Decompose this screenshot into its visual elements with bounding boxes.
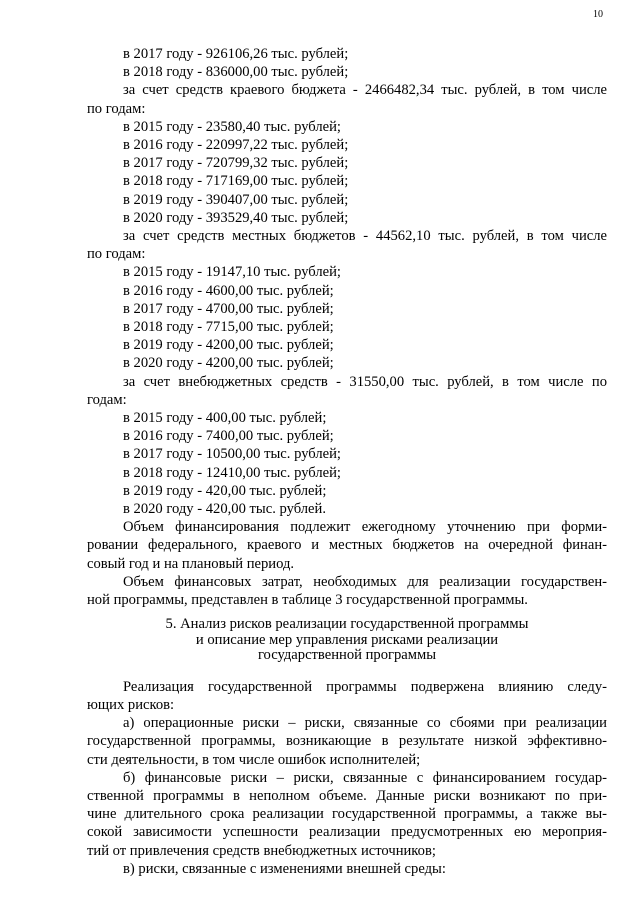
paragraph-line: а) операционные риски – риски, связанные со сбоями при реализации [123, 715, 607, 732]
local-budget-intro: за счет средств местных бюджетов - 44562,10 тыс. рублей, в том числе [123, 228, 607, 245]
risk-item-a [87, 714, 607, 769]
section-heading [87, 617, 607, 664]
heading-line: и описание мер управления рисками реализации [195, 631, 499, 648]
paragraph-line: ровании федерального, краевого и местных бюджетов на очередной финан- [87, 537, 607, 554]
extrabudget-intro-cont: годам: [87, 391, 127, 408]
paragraph-line: сти деятельности, в том числе ошибок исполнителей; [87, 751, 421, 768]
paragraph-line: Объем финансовых затрат, необходимых для реализации государствен- [123, 573, 607, 590]
paragraph-line: ющих рисков: [87, 697, 175, 713]
funding-year-line: в 2015 году - 400,00 тыс. рублей; [123, 410, 327, 427]
risks-intro-paragraph [87, 678, 607, 714]
funding-year-line: в 2017 году - 926106,26 тыс. рублей; [123, 46, 349, 62]
extrabudget-intro: за счет внебюджетных средств - 31550,00 тыс. рублей, в том числе по [123, 373, 607, 390]
funding-year-line: в 2015 году - 19147,10 тыс. рублей; [123, 264, 341, 281]
funding-year-line: в 2017 году - 720799,32 тыс. рублей; [123, 155, 349, 172]
document-body [87, 45, 607, 878]
heading-line: государственной программы [257, 647, 437, 664]
local-budget-intro-cont: по годам: [87, 246, 146, 263]
funding-year-line: в 2020 году - 4200,00 тыс. рублей; [123, 355, 334, 372]
paragraph-line: ственной программы в неполном объеме. Данные риски возникают по при- [87, 788, 607, 805]
funding-year-line: в 2018 году - 717169,00 тыс. рублей; [123, 173, 349, 190]
paragraph-line: в) риски, связанные с изменениями внешней среды: [123, 860, 446, 877]
risk-item-c [87, 860, 607, 878]
local-budget-block [87, 227, 607, 373]
paragraph-line: совый год и на плановый период. [87, 555, 295, 572]
funding-year-line: в 2020 году - 393529,40 тыс. рублей; [123, 209, 349, 226]
paragraph-line: Реализация государственной программы подвержена влиянию следу- [123, 678, 607, 695]
heading-line: 5. Анализ рисков реализации государственной программы [165, 616, 529, 633]
regional-budget-intro: за счет средств краевого бюджета - 2466482,34 тыс. рублей, в том числе [123, 82, 607, 99]
funding-year-line: в 2016 году - 4600,00 тыс. рублей; [123, 282, 334, 299]
paragraph-line: ной программы, представлен в таблице 3 государственной программы. [87, 592, 528, 609]
paragraph-line: б) финансовые риски – риски, связанные с финансированием государ- [123, 769, 607, 786]
regional-budget-block [87, 81, 607, 227]
funding-year-line: в 2018 году - 12410,00 тыс. рублей; [123, 464, 341, 481]
funding-year-line: в 2017 году - 10500,00 тыс. рублей; [123, 446, 341, 463]
funding-year-line: в 2019 году - 4200,00 тыс. рублей; [123, 337, 334, 354]
funding-year-line: в 2020 году - 420,00 тыс. рублей. [123, 501, 326, 518]
paragraph-line: государственной программы, возникающие в результате низкой эффективно- [87, 733, 607, 750]
regional-budget-intro-cont: по годам: [87, 100, 146, 117]
funding-year-line: в 2015 году - 23580,40 тыс. рублей; [123, 118, 341, 135]
federal-years-continued [87, 45, 607, 81]
funding-year-line: в 2016 году - 220997,22 тыс. рублей; [123, 137, 349, 154]
funding-year-line: в 2017 году - 4700,00 тыс. рублей; [123, 300, 334, 317]
paragraph-line: сокой зависимости успешности реализации предусмотренных ею мероприя- [87, 824, 607, 841]
funding-year-line: в 2019 году - 390407,00 тыс. рублей; [123, 191, 349, 208]
table-reference-paragraph [87, 573, 607, 609]
paragraph-line: чине длительного срока реализации государственной программы, а также вы- [87, 806, 607, 823]
funding-year-line: в 2018 году - 836000,00 тыс. рублей; [123, 64, 349, 81]
extrabudget-block [87, 373, 607, 519]
financing-paragraph [87, 518, 607, 573]
funding-year-line: в 2019 году - 420,00 тыс. рублей; [123, 482, 327, 499]
funding-year-line: в 2016 году - 7400,00 тыс. рублей; [123, 428, 334, 445]
paragraph-line: Объем финансирования подлежит ежегодному уточнению при форми- [123, 519, 607, 536]
page-number: 10 [593, 9, 603, 20]
funding-year-line: в 2018 году - 7715,00 тыс. рублей; [123, 319, 334, 336]
paragraph-line: тий от привлечения средств внебюджетных источников; [87, 842, 436, 859]
risk-item-b [87, 769, 607, 860]
